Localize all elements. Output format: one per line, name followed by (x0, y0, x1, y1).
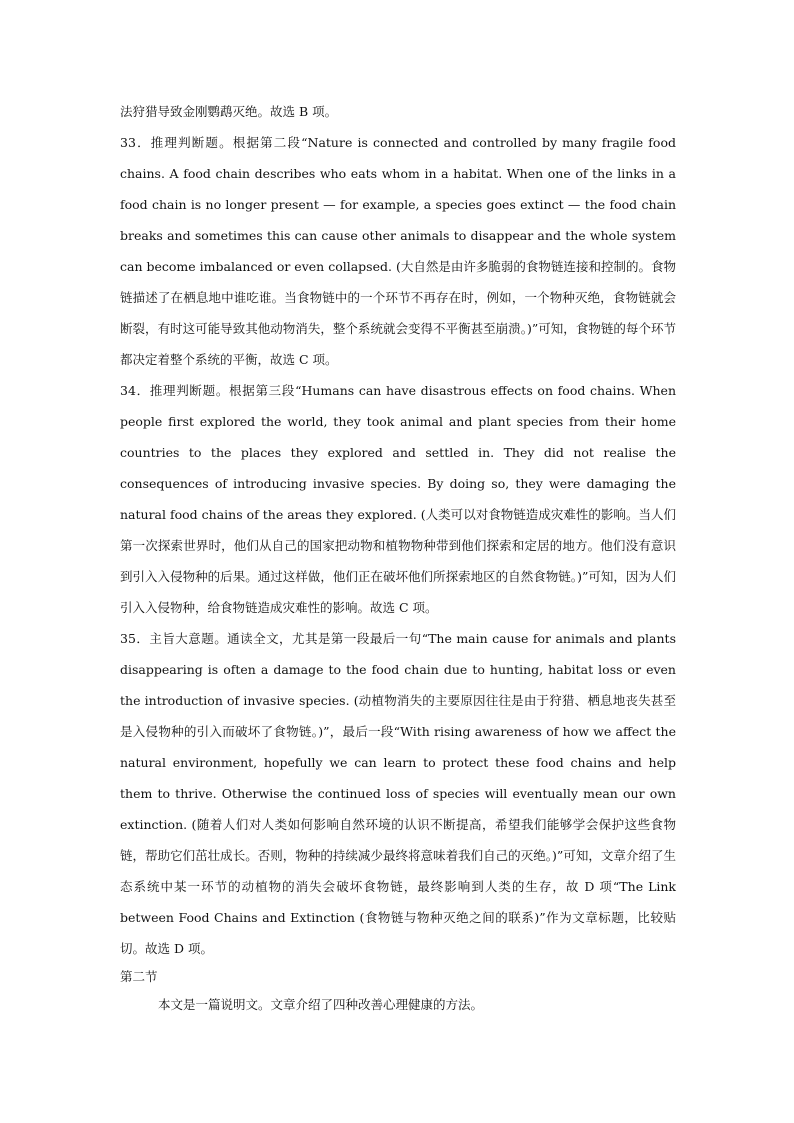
section-intro: 本文是一篇说明文。文章介绍了四种改善心理健康的方法。 (158, 997, 484, 1012)
paragraph-continuation: 法狩猎导致金刚鹦鹉灭绝。故选 B 项。 (120, 104, 338, 119)
page-content (120, 96, 676, 1020)
paragraph-answer-35: 35．主旨大意题。通读全文，尤其是第一段最后一句“The main cause for animals and plants disappearing is often a damage to the food chain due to hunting, habitat loss or even the introduction of invasive species. (动植物消失的主要原因往往是由于狩猎、栖息地丧失甚至是入侵物种的引入而破坏了食物链。)”，最后一段“With rising awareness of how we affect the natural environment, hopefully we can learn to protect these food chains and help them to thrive. Otherwise the continued loss of species will eventually mean our own extinction. (随着人们对人类如何影响自然环境的认识不断提高，希望我们能够学会保护这些食物链，帮助它们茁壮成长。否则，物种的持续减少最终将意味着我们自己的灭绝。)”可知，文章介绍了生态系统中某一环节的动植物的消失会破坏食物链，最终影响到人类的生存，故 D 项“The Link between Food Chains and Extinction (食物链与物种灭绝之间的联系)”作为文章标题，比较贴切。故选 D 项。 (120, 631, 676, 956)
paragraph-answer-33: 33．推理判断题。根据第二段“Nature is connected and controlled by many fragile food chains. A food chain describes who eats whom in a habitat. When one of the links in a food chain is no longer present — for example, a species goes extinct — the food chain breaks and sometimes this can cause other animals to disappear and the whole system can become imbalanced or even collapsed. (大自然是由许多脆弱的食物链连接和控制的。食物链描述了在栖息地中谁吃谁。当食物链中的一个环节不再存在时，例如，一个物种灭绝，食物链就会断裂，有时这可能导致其他动物消失，整个系统就会变得不平衡甚至崩溃。)”可知，食物链的每个环节都决定着整个系统的平衡，故选 C 项。 (120, 135, 676, 367)
paragraph-answer-34: 34．推理判断题。根据第三段“Humans can have disastrous effects on food chains. When people first explored the world, they took animal and plant species from their home countries to the places they explored and settled in. They did not realise the consequences of introducing invasive species. By doing so, they were damaging the natural food chains of the areas they explored. (人类可以对食物链造成灾难性的影响。当人们第一次探索世界时，他们从自己的国家把动物和植物物种带到他们探索和定居的地方。他们没有意识到引入入侵物种的后果。通过这样做，他们正在破坏他们所探索地区的自然食物链。)”可知，因为人们引入入侵物种，给食物链造成灾难性的影响。故选 C 项。 (120, 383, 676, 615)
section-heading: 第二节 (120, 969, 158, 984)
